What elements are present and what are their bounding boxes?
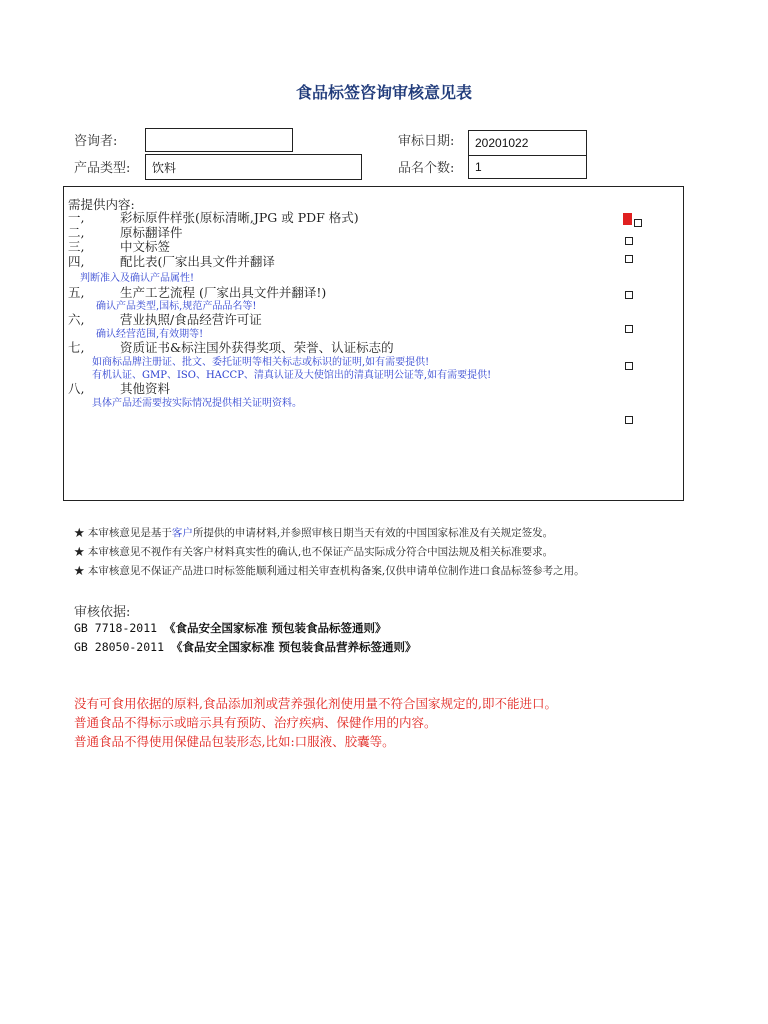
checkbox-item-1-marked[interactable] bbox=[623, 213, 632, 225]
req-item-4 bbox=[68, 252, 275, 270]
statement-3: ★ 本审核意见不保证产品进口时标签能顺利通过相关审查机构备案,仅供申请单位制作进口食品标签参考之用。 bbox=[74, 565, 585, 577]
req-text: 资质证书&标注国外获得奖项、荣誉、认证标志的 bbox=[120, 340, 394, 355]
statement-1-pre: ★ 本审核意见是基于 bbox=[74, 527, 172, 539]
req-num: 七, bbox=[68, 340, 85, 355]
checkbox-item-4[interactable] bbox=[625, 255, 633, 263]
req-num: 五, bbox=[68, 285, 85, 300]
review-date-label: 审标日期: bbox=[398, 134, 455, 149]
warning-2: 普通食品不得标示或暗示具有预防、治疗疾病、保健作用的内容。 bbox=[74, 715, 437, 730]
req-num: 三, bbox=[68, 239, 85, 254]
statement-1-post: 所提供的申请材料,并参照审核日期当天有效的中国国家标准及有关规定签发。 bbox=[192, 527, 554, 539]
warning-1: 没有可食用依据的原料,食品添加剂或营养强化剂使用量不符合国家规定的,即不能进口。 bbox=[74, 696, 557, 711]
req-note-8: 具体产品还需要按实际情况提供相关证明资料。 bbox=[92, 398, 302, 409]
standard-2 bbox=[74, 639, 416, 655]
standard-1-name: 《食品安全国家标准 预包装食品标签通则》 bbox=[164, 621, 387, 635]
checkbox-item-8[interactable] bbox=[625, 416, 633, 424]
req-note-7a: 如商标品牌注册证、批文、委托证明等相关标志或标识的证明,如有需要提供! bbox=[92, 357, 430, 368]
review-date-field[interactable]: 20201022 bbox=[468, 130, 587, 156]
req-num: 四, bbox=[68, 254, 85, 269]
req-text: 彩标原件样张(原标清晰,JPG 或 PDF 格式) bbox=[120, 210, 359, 225]
item-count-label: 品名个数: bbox=[398, 161, 455, 176]
checkbox-item-3[interactable] bbox=[625, 237, 633, 245]
product-type-label: 产品类型: bbox=[74, 161, 131, 176]
consultant-field[interactable] bbox=[145, 128, 293, 152]
req-note-7b: 有机认证、GMP、ISO、HACCP、清真认证及大使馆出的清真证明公证等,如有需要提供! bbox=[92, 370, 492, 381]
standard-1 bbox=[74, 620, 387, 636]
req-text: 生产工艺流程 (厂家出具文件并翻译!) bbox=[120, 285, 327, 300]
req-num: 一, bbox=[68, 210, 85, 225]
statement-2: ★ 本审核意见不视作有关客户材料真实性的确认,也不保证产品实际成分符合中国法规及相关标准要求。 bbox=[74, 546, 554, 558]
req-text: 其他资料 bbox=[120, 381, 171, 396]
req-num: 六, bbox=[68, 312, 85, 327]
req-text: 营业执照/食品经营许可证 bbox=[120, 312, 262, 327]
req-text: 中文标签 bbox=[120, 239, 171, 254]
standard-2-name: 《食品安全国家标准 预包装食品营养标签通则》 bbox=[170, 640, 417, 654]
req-num: 八, bbox=[68, 381, 85, 396]
checkbox-item-5[interactable] bbox=[625, 291, 633, 299]
checkbox-item-1[interactable] bbox=[634, 219, 642, 227]
statement-1 bbox=[74, 525, 553, 540]
statement-1-highlight: 客户 bbox=[171, 527, 193, 539]
req-num: 二, bbox=[68, 225, 85, 240]
req-note-5: 确认产品类型,国标,规范产品品名等! bbox=[96, 301, 257, 312]
checkbox-item-6[interactable] bbox=[625, 325, 633, 333]
item-count-field[interactable]: 1 bbox=[468, 155, 587, 179]
page-title: 食品标签咨询审核意见表 bbox=[295, 83, 472, 102]
requirements-heading: 需提供内容: bbox=[68, 197, 135, 212]
basis-label: 审核依据: bbox=[74, 605, 131, 620]
standard-1-code: GB 7718-2011 bbox=[74, 621, 158, 635]
req-note-4: 判断准入及确认产品属性! bbox=[80, 273, 195, 284]
product-type-field[interactable]: 饮料 bbox=[145, 154, 362, 180]
req-text: 配比表(厂家出具文件并翻译 bbox=[120, 254, 275, 269]
consultant-label: 咨询者: bbox=[74, 134, 118, 149]
req-text: 原标翻译件 bbox=[120, 225, 183, 240]
standard-2-code: GB 28050-2011 bbox=[74, 640, 165, 654]
checkbox-item-7[interactable] bbox=[625, 362, 633, 370]
warning-3: 普通食品不得使用保健品包装形态,比如:口服液、胶囊等。 bbox=[74, 734, 395, 749]
req-note-6: 确认经营范围,有效期等! bbox=[96, 329, 204, 340]
